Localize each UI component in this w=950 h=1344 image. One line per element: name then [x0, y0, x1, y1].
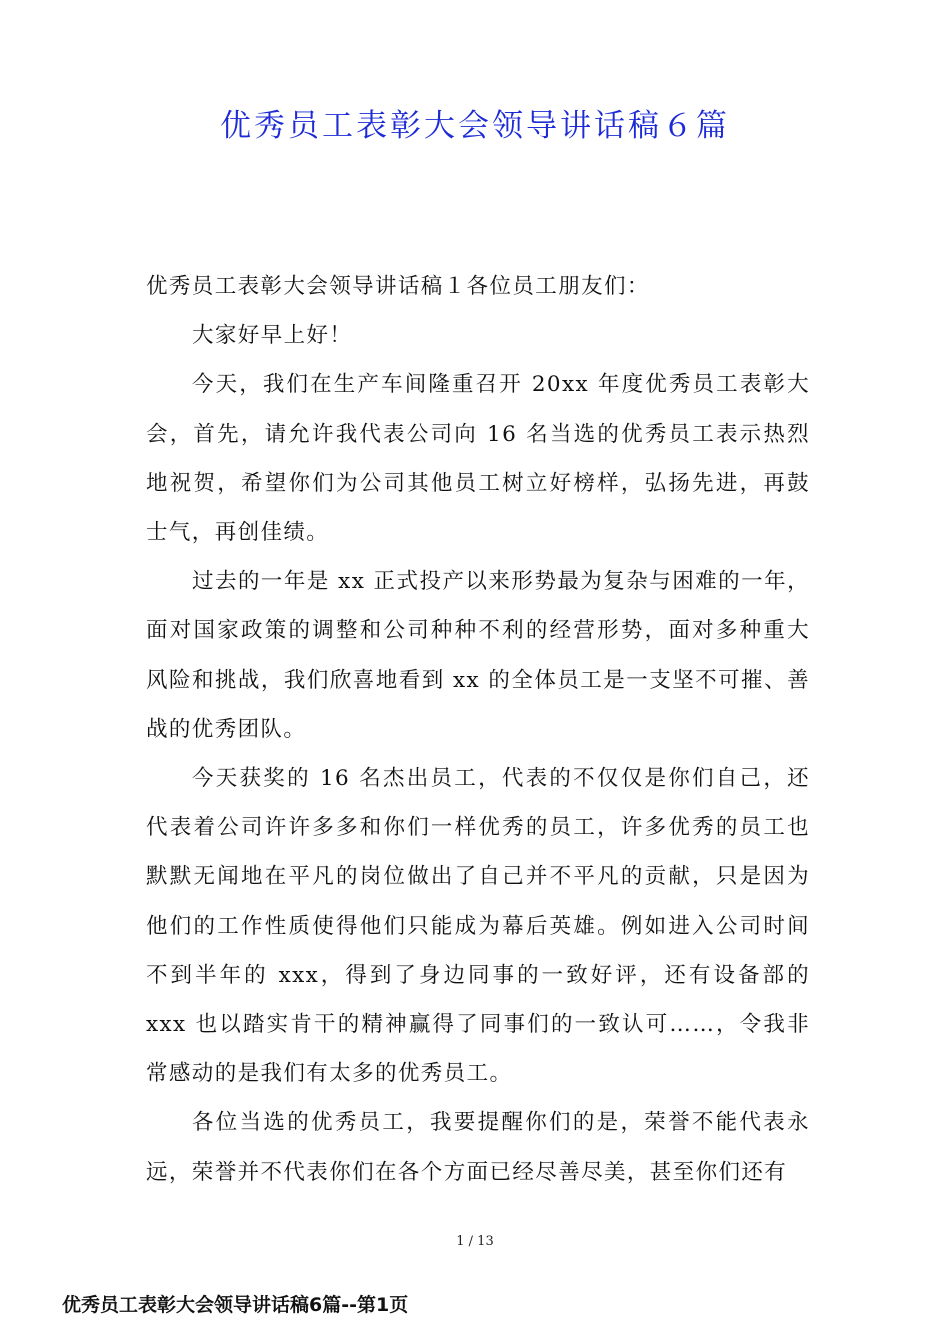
page-number: 1 / 13 [456, 1234, 494, 1249]
document-title: 优秀员工表彰大会领导讲话稿６篇 [220, 108, 730, 144]
paragraph: 过去的一年是 xx 正式投产以来形势最为复杂与困难的一年，面对国家政策的调整和公司种种不利的经营形势，面对多种重大风险和挑战，我们欣喜地看到 xx 的全体员工是一支坚不可摧、善战的优秀团队。 [146, 569, 810, 742]
paragraph: 今天，我们在生产车间隆重召开 20xx 年度优秀员工表彰大会，首先，请允许我代表公司向 16 名当选的优秀员工表示热烈地祝贺，希望你们为公司其他员工树立好榜样，弘扬先进，再鼓士气，再创佳绩。 [146, 372, 810, 546]
paragraph: 今天获奖的 16 名杰出员工，代表的不仅仅是你们自己，还代表着公司许许多多和你们一样优秀的员工，许多优秀的员工也默默无闻地在平凡的岗位做出了自己并不平凡的贡献，只是因为他们的工作性质使得他们只能成为幕后英雄。例如进入公司时间不到半年的 xxx，得到了身边同事的一致好评，还有设备部的 xxx 也以踏实肯干的精神赢得了同事们的一致认可……，令我非常感动的是我们有太多的优秀员工。 [146, 766, 810, 1087]
page-footer: 优秀员工表彰大会领导讲话稿6篇--第1页 [62, 1294, 409, 1316]
paragraph: 各位当选的优秀员工，我要提醒你们的是，荣誉不能代表永远，荣誉并不代表你们在各个方面已经尽善尽美，甚至你们还有 [146, 1110, 810, 1185]
document-body [146, 262, 810, 1197]
paragraph: 大家好早上好！ [192, 323, 353, 349]
paragraph: 优秀员工表彰大会领导讲话稿１各位员工朋友们： [146, 274, 650, 299]
